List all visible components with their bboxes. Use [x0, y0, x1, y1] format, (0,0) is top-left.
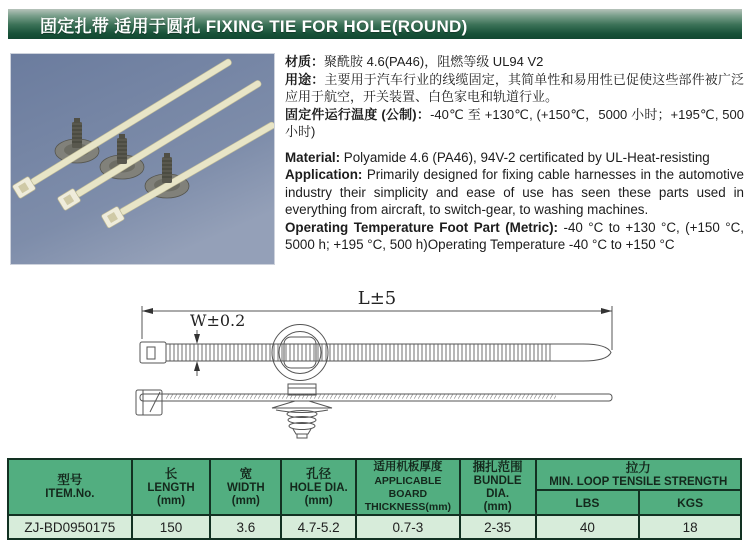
col-header-board-thickness: 适用机板厚度 APPLICABLE BOARD THICKNESS(mm) — [356, 459, 460, 515]
page-title-bar — [8, 9, 742, 39]
fir-tree-screw-3 — [162, 153, 172, 183]
table-row — [8, 515, 741, 539]
col-header-lbs: LBS — [536, 490, 640, 515]
cell-board-thickness: 0.7-3 — [356, 515, 460, 539]
col-header-bundle-dia: 捆扎范围 BUNDLE DIA. (mm) — [460, 459, 536, 515]
material-cn: 材质：聚酰胺 4.6(PA46)，阻燃等级 UL94 V2 — [285, 54, 544, 69]
width-dimension-label: W±0.2 — [190, 311, 246, 330]
fir-tree-screw-1 — [72, 118, 82, 148]
technical-drawing — [0, 284, 750, 458]
application-cn: 用途：主要用于汽车行业的线缆固定，其简单性和易用性已促使这些部件被广泛应用于航空，开关装置、白色家电和轨道行业。 — [285, 71, 744, 104]
col-header-item: 型号 ITEM.No. — [8, 459, 132, 515]
cell-kgs: 18 — [639, 515, 741, 539]
col-header-hole-dia: 孔径 HOLE DIA. (mm) — [281, 459, 356, 515]
cell-length: 150 — [132, 515, 211, 539]
photo-background — [11, 54, 274, 264]
fir-tree-screw-2 — [117, 134, 127, 164]
temperature-en: Operating Temperature Foot Part (Metric): -40 °C to +130 °C, (+150 °C, 5000 h; +195 °C, 500 h)Operating Temperature -40 °C to +150 °C — [285, 219, 744, 253]
col-header-kgs: KGS — [639, 490, 741, 515]
application-en: Application: Primarily designed for fixing cable harnesses in the automotive industry their simplicity and ease of use has seen these parts used in everything from aircraft, to switch-gear, to washing machines. — [285, 167, 744, 218]
cell-item-no: ZJ-BD0950175 — [8, 515, 132, 539]
col-header-width: 宽 WIDTH (mm) — [210, 459, 281, 515]
col-header-length: 长 LENGTH (mm) — [132, 459, 211, 515]
temperature-cn: 固定件运行温度 (公制)：-40℃ 至 +130℃, (+150℃，5000 小时；+195℃, 500 小时) — [285, 106, 744, 139]
side-view — [136, 384, 612, 438]
spec-table — [7, 458, 742, 540]
product-photo — [10, 53, 275, 265]
length-dimension-label: L±5 — [357, 288, 397, 309]
col-header-tensile-strength: 拉力 MIN. LOOP TENSILE STRENGTH — [536, 459, 741, 490]
cable-tie-photo-art — [11, 54, 274, 264]
cell-bundle-dia: 2-35 — [460, 515, 536, 539]
material-en: Material: Polyamide 4.6 (PA46), 94V-2 certificated by UL-Heat-resisting — [285, 149, 710, 165]
cell-width: 3.6 — [210, 515, 281, 539]
page-title: 固定扎带 适用于圆孔 FIXING TIE FOR HOLE(ROUND) — [40, 16, 468, 36]
cell-hole-dia: 4.7-5.2 — [281, 515, 356, 539]
spec-text-block — [285, 53, 744, 254]
cell-lbs: 40 — [536, 515, 640, 539]
